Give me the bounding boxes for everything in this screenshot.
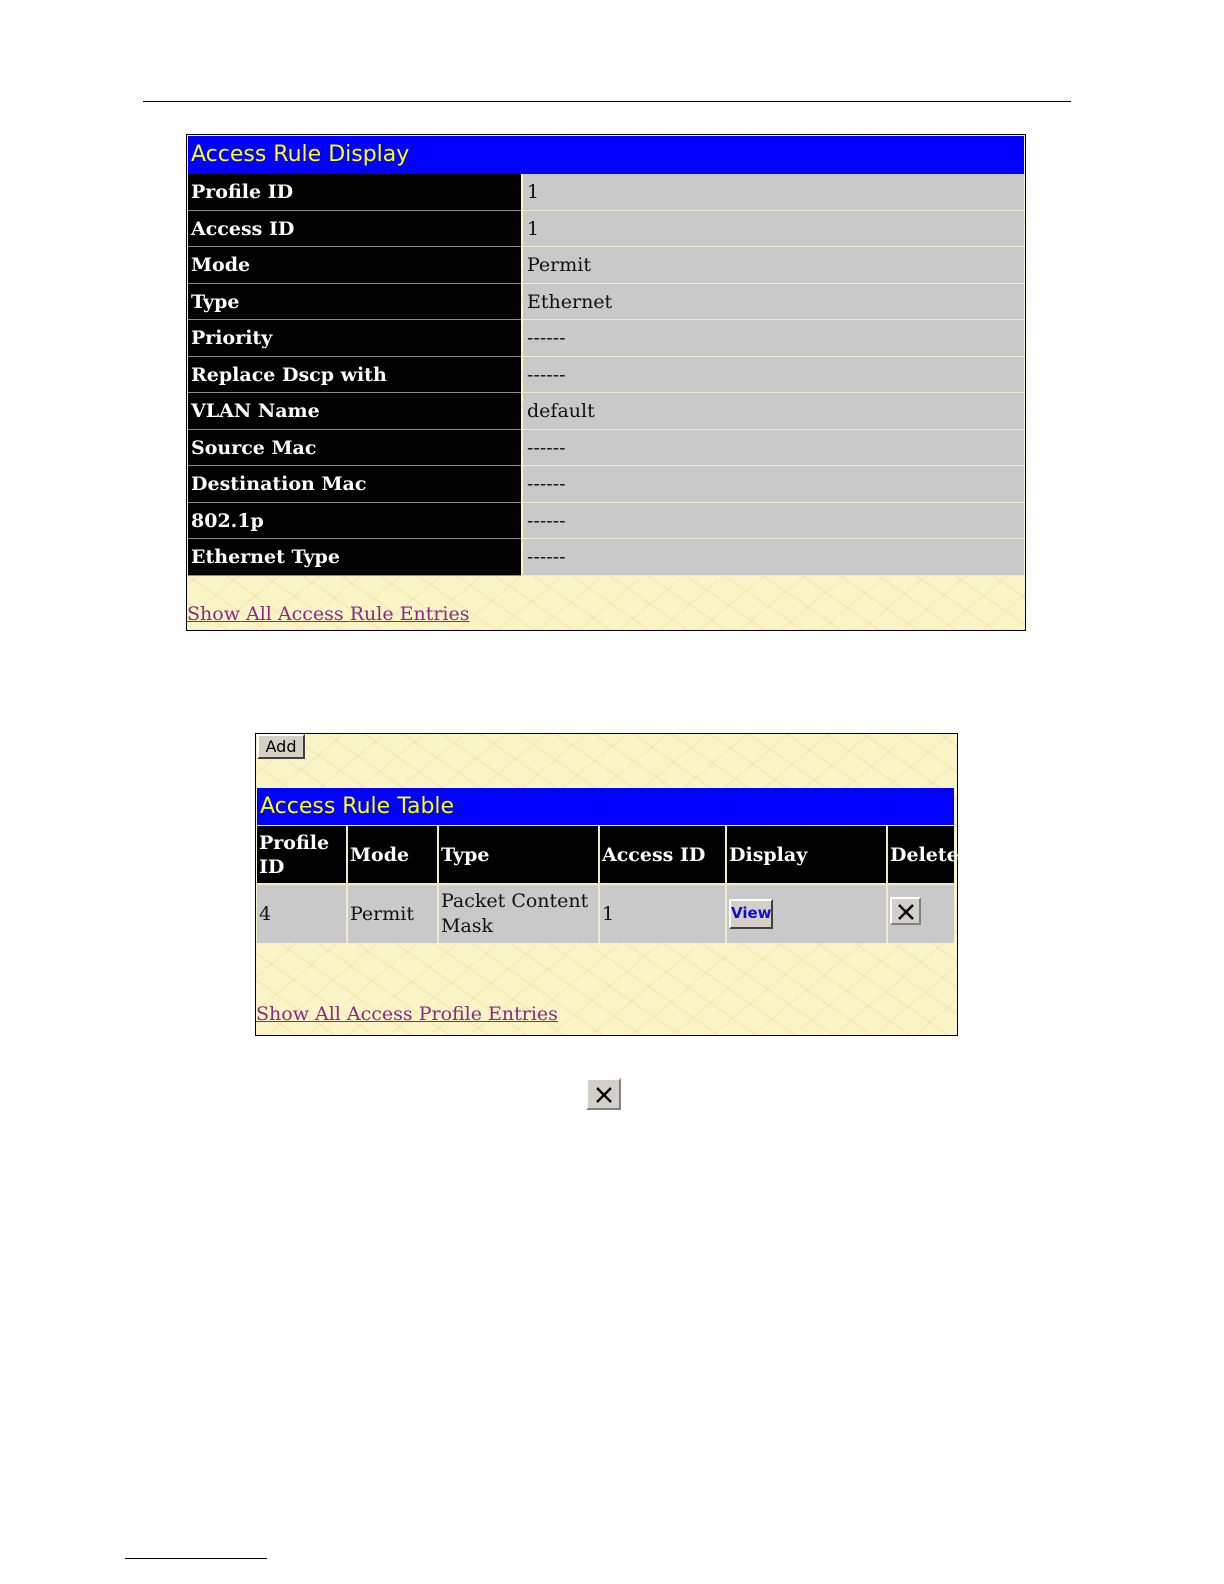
detail-row-mode (188, 247, 1024, 284)
row-value: ------ (523, 503, 1024, 540)
cell-delete (888, 883, 954, 943)
detail-row-priority (188, 320, 1024, 357)
row-label: Destination Mac (188, 466, 521, 503)
add-button[interactable]: Add (257, 734, 305, 759)
detail-row-destination-mac (188, 466, 1024, 503)
detail-row-vlan-name (188, 393, 1024, 430)
detail-row-ethernet-type (188, 539, 1024, 576)
column-header-display: Display (727, 826, 888, 883)
column-header-delete: Delete (888, 826, 954, 883)
detail-row-8021p (188, 503, 1024, 540)
detail-row-replace-dscp (188, 357, 1024, 394)
cell-access-id: 1 (600, 883, 727, 943)
cell-mode: Permit (348, 883, 439, 943)
show-all-access-rule-entries-link[interactable]: Show All Access Rule Entries (187, 603, 470, 625)
table-header-row (257, 826, 954, 883)
table-title: Access Rule Table (257, 788, 954, 825)
access-rule-table-panel (255, 733, 958, 1036)
row-value: 1 (523, 174, 1024, 211)
access-rule-display-panel (186, 134, 1026, 631)
access-rule-table (257, 826, 959, 943)
column-header-type: Type (439, 826, 600, 883)
row-value: ------ (523, 430, 1024, 467)
row-label: Priority (188, 320, 521, 357)
row-value: 1 (523, 211, 1024, 248)
row-value: ------ (523, 357, 1024, 394)
panel-title: Access Rule Display (188, 136, 1024, 174)
detail-row-type (188, 284, 1024, 321)
row-label: Mode (188, 247, 521, 284)
row-label: Profile ID (188, 174, 521, 211)
row-label: Replace Dscp with (188, 357, 521, 394)
row-value: Permit (523, 247, 1024, 284)
close-x-icon (896, 902, 916, 922)
view-button[interactable]: View (729, 899, 773, 929)
row-label: Type (188, 284, 521, 321)
row-label: VLAN Name (188, 393, 521, 430)
row-value: ------ (523, 320, 1024, 357)
table-row (257, 883, 954, 943)
rule-detail-list (188, 174, 1024, 576)
cell-profile-id: 4 (257, 883, 348, 943)
cell-display (727, 883, 888, 943)
delete-button[interactable] (890, 897, 921, 925)
column-header-mode: Mode (348, 826, 439, 883)
detail-row-source-mac (188, 430, 1024, 467)
detail-row-access-id (188, 211, 1024, 248)
page-footer-rule (125, 1558, 267, 1559)
row-value: ------ (523, 539, 1024, 576)
row-value: default (523, 393, 1024, 430)
delete-icon-button (586, 1078, 621, 1110)
column-header-access-id: Access ID (600, 826, 727, 883)
show-all-access-profile-entries-link[interactable]: Show All Access Profile Entries (256, 1003, 558, 1025)
row-value: ------ (523, 466, 1024, 503)
row-label: 802.1p (188, 503, 521, 540)
cell-type: Packet Content Mask (439, 883, 600, 943)
page-header-rule (143, 101, 1071, 102)
row-label: Access ID (188, 211, 521, 248)
row-value: Ethernet (523, 284, 1024, 321)
detail-row-profile-id (188, 174, 1024, 211)
close-x-icon (594, 1085, 614, 1105)
row-label: Ethernet Type (188, 539, 521, 576)
row-label: Source Mac (188, 430, 521, 467)
column-header-profile-id: Profile ID (257, 826, 348, 883)
